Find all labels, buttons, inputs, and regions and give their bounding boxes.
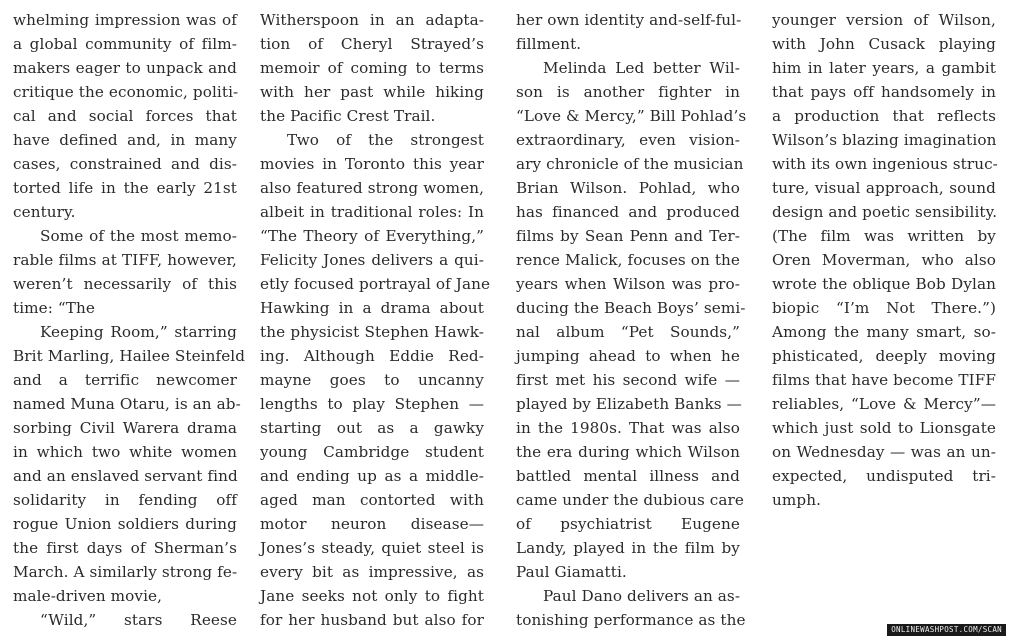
text-line: weren’t necessarily of this (13, 275, 237, 293)
text-line: Hawking in a drama about (260, 299, 484, 317)
text-line: came under the dubious care (516, 491, 744, 509)
article-column-2 (260, 8, 491, 632)
text-line: rogue Union soldiers during (13, 515, 237, 533)
text-line: fillment. (516, 35, 582, 53)
text-line: ing. Although Eddie Red- (260, 347, 484, 365)
text-line: memoir of coming to terms (260, 59, 484, 77)
text-line: and an enslaved servant find (13, 467, 238, 485)
text-line: movies in Toronto this year (260, 155, 484, 173)
text-line: (The film was written by (772, 227, 996, 245)
text-line: the physicist Stephen Hawk- (260, 323, 484, 341)
text-line: Paul Dano delivers an as- (543, 587, 741, 605)
text-line: starting out as a gawky (260, 419, 484, 437)
text-line: years when Wilson was pro- (516, 275, 740, 293)
text-line: Paul Giamatti. (516, 563, 627, 581)
text-line: in which two white women (13, 443, 237, 461)
text-line: time: “The (13, 299, 95, 317)
text-line: century. (13, 203, 76, 221)
text-line: named Muna Otaru, is an ab- (13, 395, 241, 413)
text-line: Brian Wilson. Pohlad, who (516, 179, 740, 197)
text-line: in the 1980s. That was also (516, 419, 740, 437)
text-line: Jane seeks not only to fight (260, 587, 484, 605)
text-line: has financed and produced (516, 203, 740, 221)
text-line: have defined and, in many (13, 131, 237, 149)
text-line: albeit in traditional roles: In (260, 203, 484, 221)
text-line: that pays off handsomely in (772, 83, 996, 101)
text-line: Jones’s steady, quiet steel is (260, 539, 484, 557)
text-line: ary chronicle of the musician (516, 155, 744, 173)
text-line: the Pacific Crest Trail. (260, 107, 436, 125)
text-line: phisticated, deeply moving (772, 347, 996, 365)
text-line: cal and social forces that (13, 107, 237, 125)
text-line: battled mental illness and (516, 467, 740, 485)
text-line: solidarity in fending off (13, 491, 237, 509)
text-line: young Cambridge student (260, 443, 484, 461)
scan-watermark: ONLINEWASHPOST.COM/SCAN (887, 624, 1006, 636)
text-line: played by Elizabeth Banks — (516, 395, 742, 413)
text-line: Felicity Jones delivers a qui- (260, 251, 484, 269)
text-line: Some of the most memo- (40, 227, 237, 245)
text-line: which just sold to Lionsgate (772, 419, 996, 437)
text-line: films by Sean Penn and Ter- (516, 227, 740, 245)
text-line: every bit as impressive, as (260, 563, 484, 581)
text-line: Two of the strongest (287, 131, 484, 149)
text-line: umph. (772, 491, 822, 509)
text-line: Brit Marling, Hailee Steinfeld (13, 347, 246, 365)
text-line: rable films at TIFF, however, (13, 251, 237, 269)
article-column-3 (516, 8, 747, 632)
text-line: and a terrific newcomer (13, 371, 237, 389)
text-line: critique the economic, politi- (13, 83, 239, 101)
text-line: ture, visual approach, sound (772, 179, 996, 197)
text-line: Melinda Led better Wil- (543, 59, 740, 77)
text-line: Witherspoon in an adapta- (260, 11, 484, 29)
text-line: “Love & Mercy,” Bill Pohlad’s (516, 107, 747, 125)
text-line: for her husband but also for (260, 611, 484, 629)
text-line: makers eager to unpack and (13, 59, 237, 77)
text-line: “Wild,” stars Reese (40, 611, 237, 629)
text-line: and ending up as a middle- (260, 467, 484, 485)
text-line: Keeping Room,” starring (40, 323, 237, 341)
text-line: younger version of Wilson, (772, 11, 996, 29)
text-line: on Wednesday — was an un- (772, 443, 996, 461)
text-line: extraordinary, even vision- (516, 131, 740, 149)
text-line: the first days of Sherman’s (13, 539, 237, 557)
text-line: mayne goes to uncanny (260, 371, 484, 389)
article-column-4 (772, 8, 996, 512)
article-column-1 (13, 8, 246, 632)
text-line: jumping ahead to when he (516, 347, 740, 365)
text-line: a global community of film- (13, 35, 237, 53)
text-line: a production that reflects (772, 107, 996, 125)
text-line: whelming impression was of (13, 11, 237, 29)
text-line: cases, constrained and dis- (13, 155, 237, 173)
text-line: tion of Cheryl Strayed’s (260, 35, 484, 53)
text-line: reliables, “Love & Mercy”— (772, 395, 996, 413)
text-line: March. A similarly strong fe- (13, 563, 238, 581)
text-line: her own identity and-self-ful- (516, 11, 742, 29)
text-line: sorbing Civil Warera drama (13, 419, 237, 437)
text-line: torted life in the early 21st (13, 179, 237, 197)
text-line: lengths to play Stephen — (260, 395, 484, 413)
text-line: Among the many smart, so- (772, 323, 996, 341)
text-line: motor neuron disease— (260, 515, 484, 533)
text-line: first met his second wife — (516, 371, 740, 389)
text-line: him in later years, a gambit (772, 59, 996, 77)
text-line: with its own ingenious struc- (772, 155, 998, 173)
text-line: expected, undisputed tri- (772, 467, 996, 485)
text-line: rence Malick, focuses on the (516, 251, 740, 269)
text-line: biopic “I’m Not There.”) (772, 299, 996, 317)
text-line: Wilson’s blazing imagination (772, 131, 997, 149)
text-line: also featured strong women, (260, 179, 484, 197)
text-line: Oren Moverman, who also (772, 251, 996, 269)
text-line: nal album “Pet Sounds,” (516, 323, 740, 341)
text-line: design and poetic sensibility. (772, 203, 998, 221)
text-line: with John Cusack playing (772, 35, 996, 53)
text-line: ducing the Beach Boys’ semi- (516, 299, 746, 317)
text-line: with her past while hiking (260, 83, 484, 101)
text-line: wrote the oblique Bob Dylan (772, 275, 996, 293)
text-line: the era during which Wilson (516, 443, 740, 461)
text-line: Landy, played in the film by (516, 539, 740, 557)
text-line: aged man contorted with (260, 491, 484, 509)
text-line: etly focused portrayal of Jane (260, 275, 491, 293)
text-line: films that have become TIFF (772, 371, 996, 389)
text-line: “The Theory of Everything,” (260, 227, 484, 245)
text-line: tonishing performance as the (516, 611, 746, 629)
text-line: of psychiatrist Eugene (516, 515, 740, 533)
text-line: son is another fighter in (516, 83, 740, 101)
text-line: male-driven movie, (13, 587, 163, 605)
